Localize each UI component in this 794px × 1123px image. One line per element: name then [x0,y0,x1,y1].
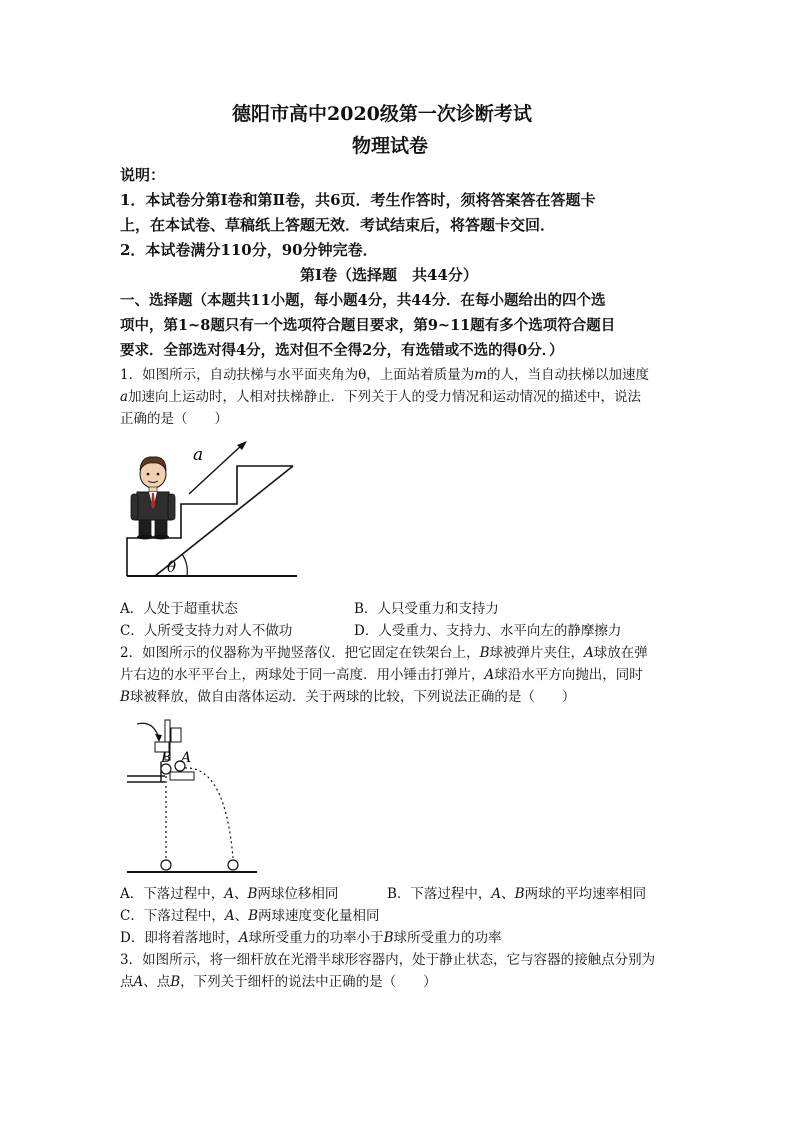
label-a: a [193,445,204,465]
part1-title: 第Ⅰ卷（选择题 共44分） [300,266,478,284]
arc-arrow-head-icon [155,734,162,742]
q2-stem-line-3: B球被释放，做自由落体运动．关于两球的比较，下列说法正确的是（ ） [120,689,576,705]
notes-line-2: 2．本试卷满分110分，90分钟完卷． [120,241,378,259]
q2-option-d: D．即将着落地时，A球所受重力的功率小于B球所受重力的功率 [120,930,502,946]
part1-instruction-3: 要求．全部选对得4分，选对但不全得2分，有选错或不选的得0分．） [120,342,564,359]
part1-instruction-1: 一、选择题（本题共11小题，每小题4分，共44分．在每小题给出的四个选 [120,292,606,309]
notes-label: 说明： [120,166,166,184]
q2-option-a: A．下落过程中，A、B两球位移相同 [120,886,339,902]
label-theta: θ [167,558,177,576]
q1-option-a: A．人处于超重状态 [120,601,238,617]
q2-stem-line-1: 2．如图所示的仪器称为平抛竖落仪．把它固定在铁架台上，B球被弹片夹住，A球放在弹 [120,645,648,661]
q1-option-c: C．人所受支持力对人不做功 [120,623,293,639]
q1-stem-line-1: 1．如图所示，自动扶梯与水平面夹角为θ，上面站着质量为m的人，当自动扶梯以加速度 [120,367,650,383]
q2-option-b: B．下落过程中，A、B两球的平均速率相同 [387,886,647,902]
angle-arc [182,554,187,576]
person-icon [131,457,175,540]
label-a: A [181,750,192,766]
q1-stem-line-3: 正确的是（ ） [120,411,228,427]
q2-apparatus-figure [125,716,275,876]
q2-option-c: C．下落过程中，A、B两球速度变化量相同 [120,908,380,924]
notes-line-1b: 上，在本试卷、草稿纸上答题无效．考试结束后，将答题卡交回． [120,216,556,234]
part1-instruction-2: 项中，第1~8题只有一个选项符合题目要求，第9~11题有多个选项符合题目 [120,317,616,334]
landed-ball-b [161,860,171,870]
projectile-path [185,768,233,858]
hammer-arc-arrow [137,723,159,738]
q1-escalator-figure [125,440,305,580]
page-title: 德阳市高中2020级第一次诊断考试 [232,103,532,125]
notes-line-1a: 1．本试卷分第Ⅰ卷和第Ⅱ卷，共6页．考生作答时，须将答案答在答题卡 [120,191,596,209]
page-subtitle: 物理试卷 [352,135,429,157]
q1-stem-line-2: a加速向上运动时，人相对扶梯静止．下列关于人的受力情况和运动情况的描述中，说法 [120,389,642,405]
q3-stem-line-1: 3．如图所示，将一细杆放在光滑半球形容器内，处于静止状态，它与容器的接触点分别为 [120,952,656,968]
q1-option-b: B．人只受重力和支持力 [354,601,499,617]
label-b: B [161,750,172,766]
q1-option-d: D．人受重力、支持力、水平向左的静摩擦力 [354,623,622,639]
q2-stem-line-2: 片右边的水平平台上，两球处于同一高度．用小锤击打弹片，A球沿水平方向抛出，同时 [120,667,643,683]
q3-stem-line-2: 点A、点B，下列关于细杆的说法中正确的是（ ） [120,974,437,990]
landed-ball-a [228,860,238,870]
